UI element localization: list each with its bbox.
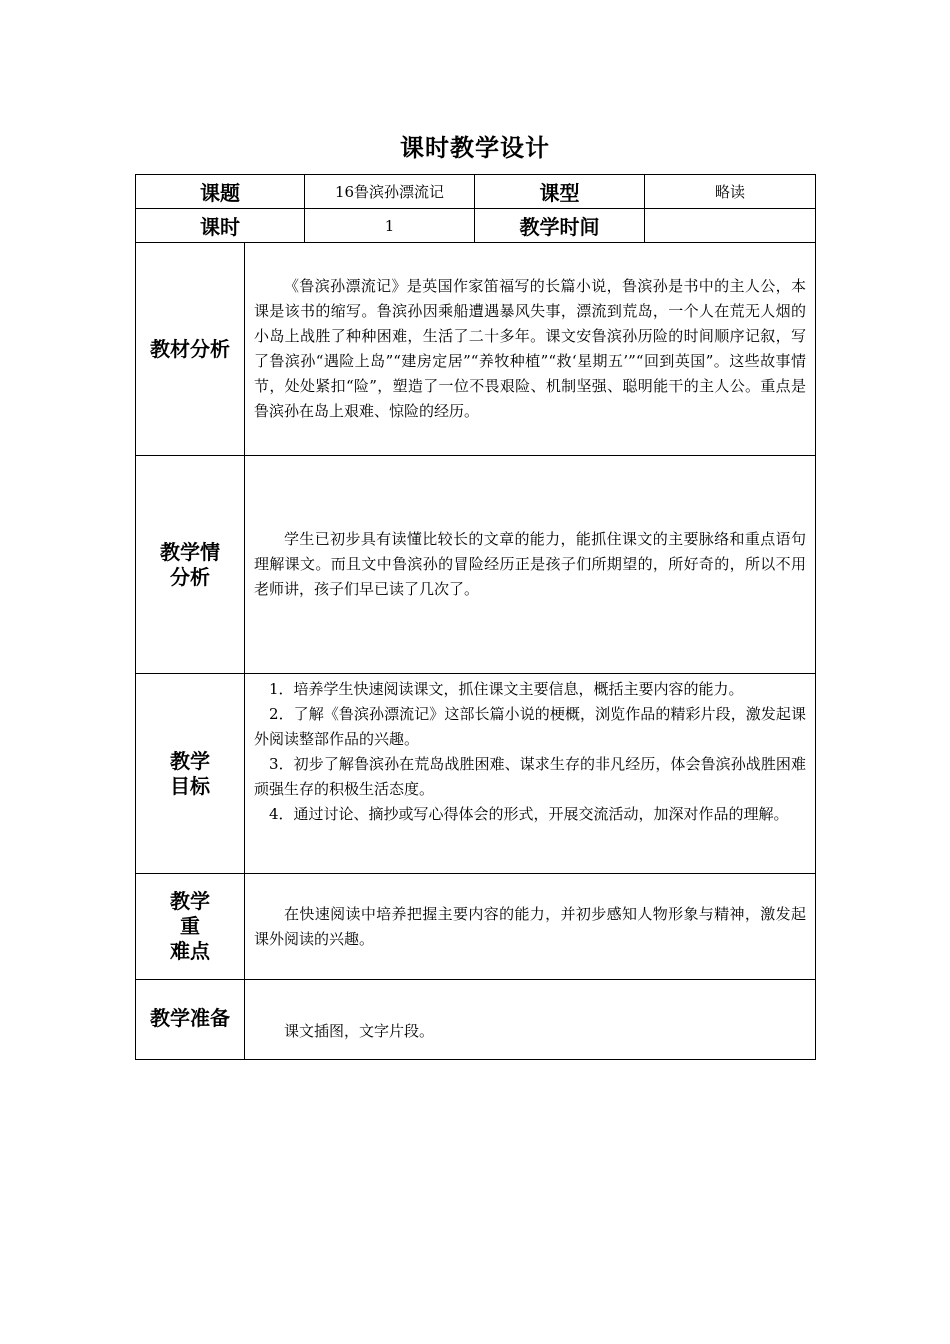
- header-row-period: [136, 209, 816, 243]
- goals-label-line2: 目标: [170, 773, 210, 798]
- preparation-label: [136, 980, 245, 1060]
- goals-label: [136, 674, 245, 874]
- type-value: 略读: [645, 175, 816, 209]
- row-material-analysis: [136, 243, 816, 456]
- time-value: [645, 209, 816, 243]
- learner-label-line1: 教学情: [160, 539, 220, 564]
- keypoints-label-line1: 教学: [170, 889, 210, 913]
- material-content: [245, 243, 816, 456]
- learner-text: 学生已初步具有读懂比较长的文章的能力，能抓住课文的主要脉络和重点语句理解课文。而且文中鲁滨孙的冒险经历正是孩子们所期望的，所好奇的，所以不用老师讲，孩子们早已读了几次了。: [254, 530, 806, 598]
- goal-item-2: 2．了解《鲁滨孙漂流记》这部长篇小说的梗概，浏览作品的精彩片段，激发起课外阅读整部作品的兴趣。: [254, 705, 806, 748]
- preparation-label-text: 教学准备: [150, 1006, 230, 1030]
- type-label: 课型: [475, 175, 645, 209]
- lesson-plan-table: [135, 174, 816, 1060]
- goals-content: [245, 674, 816, 874]
- row-preparation: [136, 980, 816, 1060]
- material-label-text: 教材分析: [150, 336, 230, 361]
- learner-label: [136, 456, 245, 674]
- goal-item-4: 4．通过讨论、摘抄或写心得体会的形式，开展交流活动，加深对作品的理解。: [269, 805, 789, 823]
- keypoints-text: 在快速阅读中培养把握主要内容的能力，并初步感知人物形象与精神，激发起课外阅读的兴趣。: [254, 904, 806, 948]
- goal-item-1: 1．培养学生快速阅读课文，抓住课文主要信息，概括主要内容的能力。: [269, 680, 744, 698]
- keypoints-label: [136, 874, 245, 980]
- keypoints-content: [245, 874, 816, 980]
- learner-content: [245, 456, 816, 674]
- goals-label-line1: 教学: [170, 748, 210, 773]
- preparation-text: 课文插图，文字片段。: [284, 1022, 435, 1040]
- time-label: 教学时间: [475, 209, 645, 243]
- keypoints-label-line3: 难点: [170, 939, 210, 963]
- row-teaching-goals: [136, 674, 816, 874]
- goal-item-3: 3．初步了解鲁滨孙在荒岛战胜困难、谋求生存的非凡经历，体会鲁滨孙战胜困难顽强生存的积极生活态度。: [254, 755, 806, 798]
- preparation-content: [245, 980, 816, 1060]
- period-value: 1: [305, 209, 475, 243]
- learner-label-line2: 分析: [170, 564, 210, 589]
- material-label: [136, 243, 245, 456]
- header-row-topic: [136, 175, 816, 209]
- keypoints-label-line2: 重: [180, 914, 200, 938]
- topic-label: 课题: [136, 175, 305, 209]
- row-key-points: [136, 874, 816, 980]
- page-title: 课时教学设计: [400, 134, 550, 162]
- topic-value: 16鲁滨孙漂流记: [305, 175, 475, 209]
- row-learner-analysis: [136, 456, 816, 674]
- period-label: 课时: [136, 209, 305, 243]
- material-text: 《鲁滨孙漂流记》是英国作家笛福写的长篇小说，鲁滨孙是书中的主人公，本课是该书的缩写。鲁滨孙因乘船遭遇暴风失事，漂流到荒岛，一个人在荒无人烟的小岛上战胜了种种困难，生活了二十多年。课文安鲁滨孙历险的时间顺序记叙，写了鲁滨孙“遇险上岛”“建房定居”“养牧种植”“救‘星期五’”“回到英国”。这些故事情节，处处紧扣“险”，塑造了一位不畏艰险、机制坚强、聪明能干的主人公。重点是鲁滨孙在岛上艰难、惊险的经历。: [254, 277, 806, 420]
